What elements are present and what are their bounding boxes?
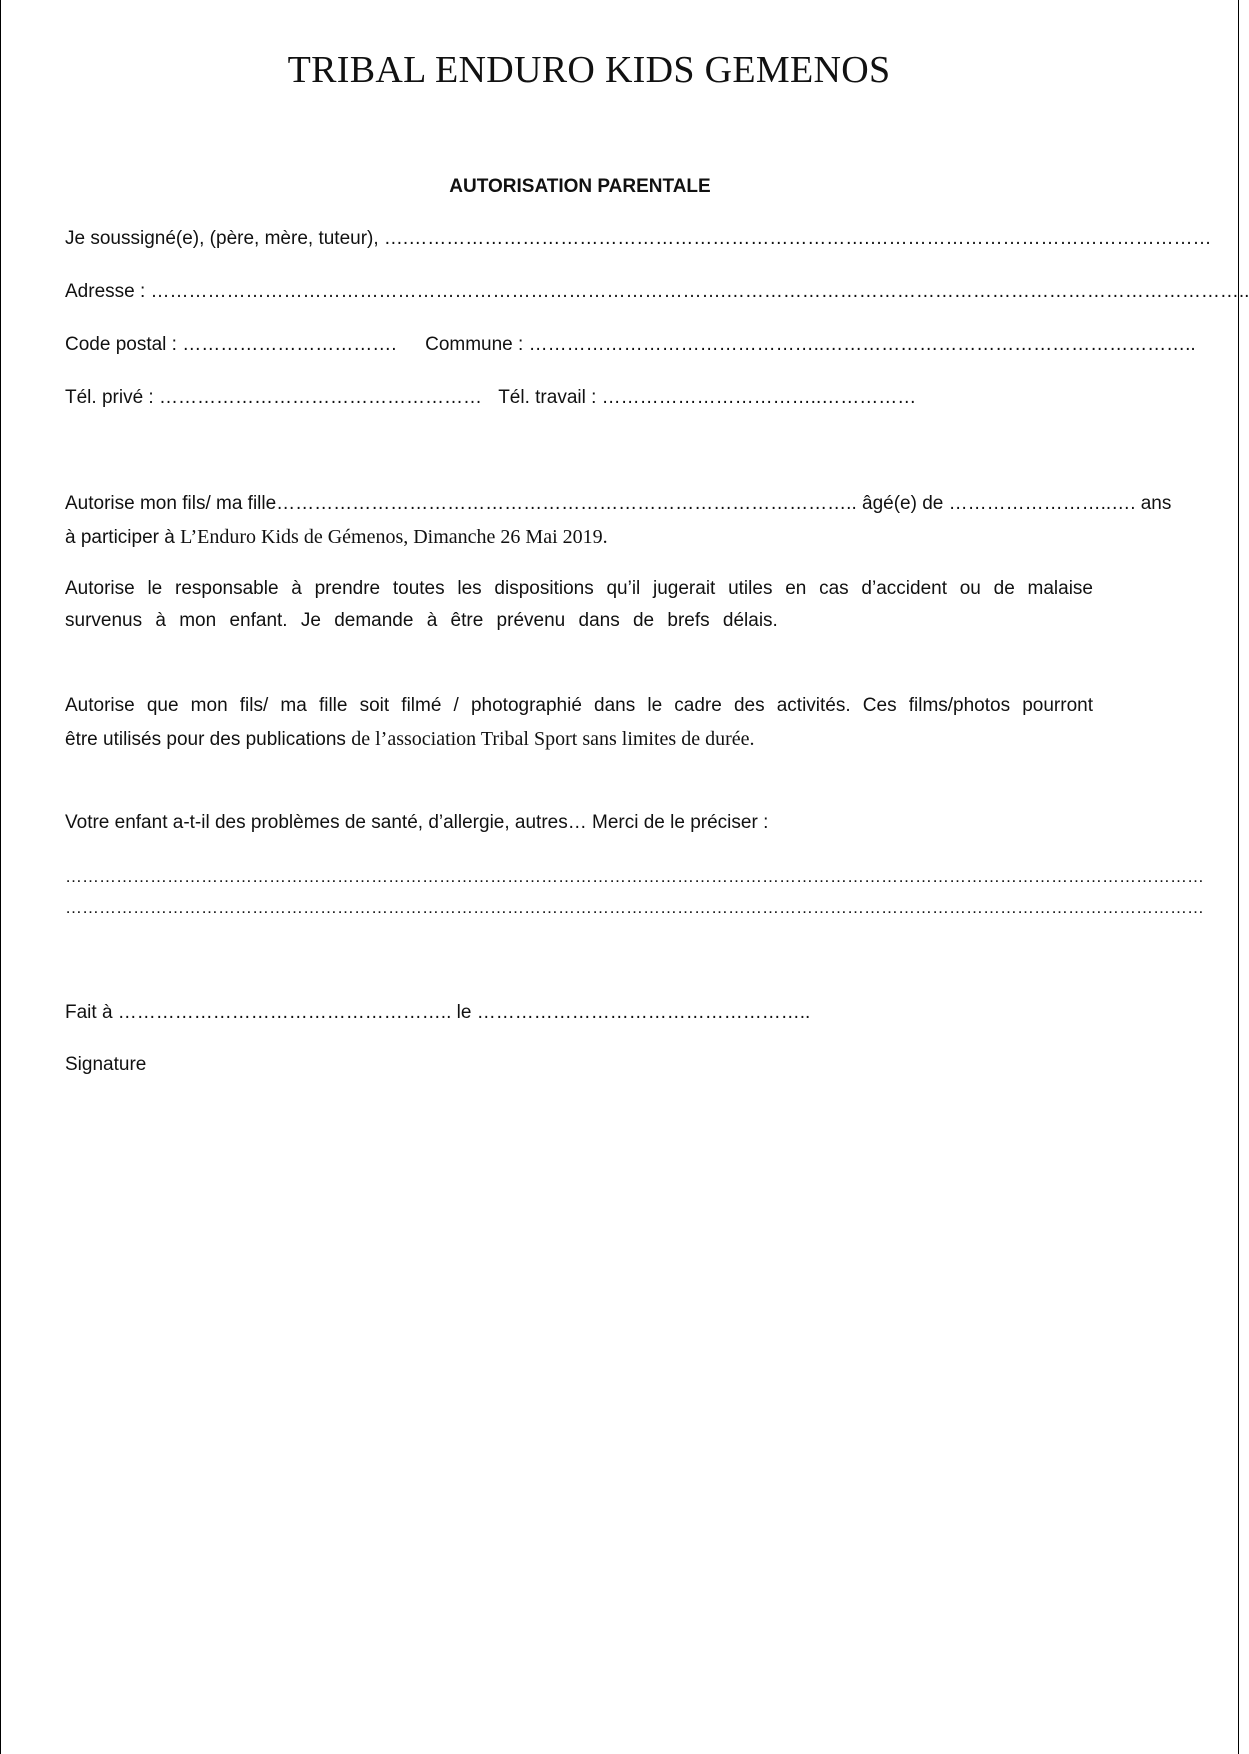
commune-field: Commune : ………………………………………..…………………………………………………..: [425, 334, 1196, 355]
form-heading: AUTORISATION PARENTALE: [449, 176, 711, 197]
soussigne-field: Je soussigné(e), (père, mère, tuteur), ….……………………………………………………………….………………………………………………: [65, 228, 1212, 249]
document-title: TRIBAL ENDURO KIDS GEMENOS: [287, 49, 891, 91]
code-postal-field: Code postal : …………………………….: [65, 334, 397, 355]
signature-label: Signature: [65, 1054, 147, 1075]
sante-question: Votre enfant a-t-il des problèmes de santé, d’allergie, autres… Merci de le préciser :: [65, 812, 769, 833]
tel-prive-field: Tél. privé : ……………………………………………: [65, 387, 482, 408]
telephone-row: [65, 387, 916, 409]
autorisation-images-line-1: Autorise que mon fils/ ma fille soit filmé / photographié dans le cadre des activités. Ces films/photos pourront: [65, 695, 1093, 716]
adresse-field: Adresse : ……………………………………………………………………………….………………………………………………………………………..: [65, 281, 1249, 302]
publications-suffix: de l’association Tribal Sport sans limites de durée.: [351, 728, 755, 750]
autorisation-enfant-line-2: [65, 526, 608, 549]
autorisation-enfant-line-1: Autorise mon fils/ ma fille……………………………………………………………………………….. âgé(e) de ……………………..…. ans: [65, 493, 1172, 514]
publications-prefix: être utilisés pour des publications: [65, 729, 352, 750]
autorisation-responsable-line-1: Autorise le responsable à prendre toutes les dispositions qu’il jugerait utiles en cas d’accident ou de malaise: [65, 578, 1093, 599]
sante-blank-line-1: …………………………………………………………………………………………………………………………………………………………………………………: [65, 867, 1204, 886]
event-name: L’Enduro Kids de Gémenos, Dimanche 26 Mai 2019.: [180, 526, 608, 548]
fait-a-le-line: Fait à …………………………………………….. le ……………………………………………..: [65, 1002, 811, 1023]
sante-blank-line-2: …………………………………………………………………………………………………………………………………………………………………………………: [65, 898, 1204, 917]
participation-prefix: à participer à: [65, 527, 181, 548]
autorisation-images-line-2: [65, 728, 755, 751]
tel-travail-field: Tél. travail : ……………………………..……………: [498, 387, 917, 408]
code-postal-commune-row: [65, 334, 1196, 356]
autorisation-responsable-line-2: survenus à mon enfant. Je demande à être prévenu dans de brefs délais.: [65, 610, 778, 631]
